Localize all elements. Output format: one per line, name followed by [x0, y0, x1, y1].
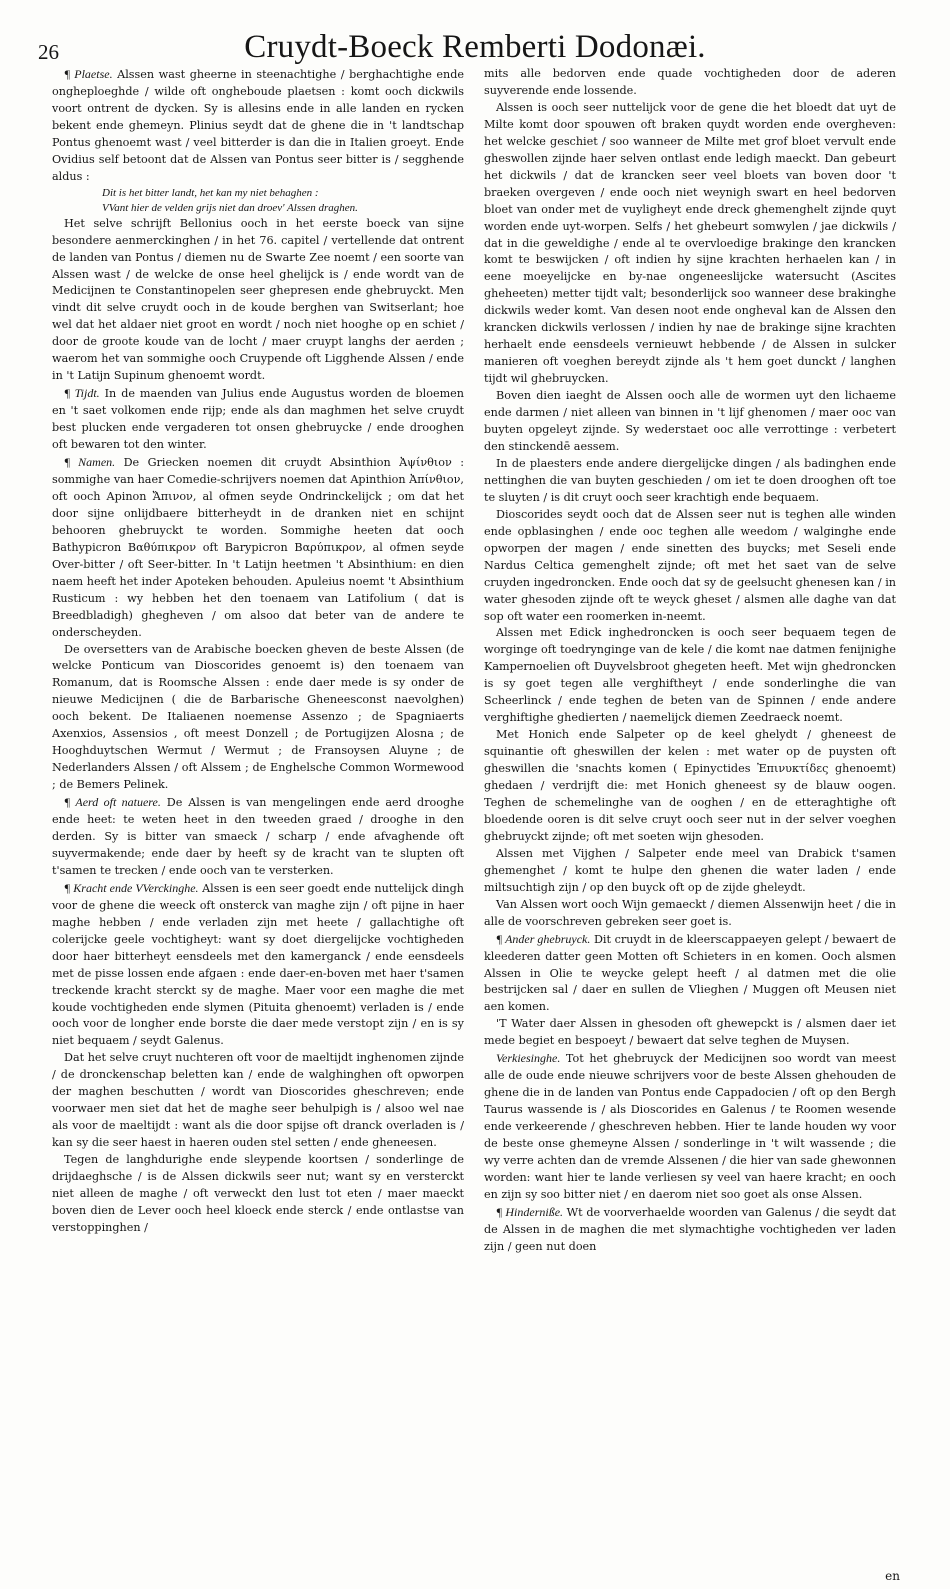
paragraph — [484, 1204, 896, 1256]
paragraph-text: Alssen is ooch seer nuttelijck voor de gene die het bloedt dat uyt de Milte komt door spouwen oft braken quydt worden ende overgheven: het welcke geschiet / soo wanneer de Milte met grof bloet vervult ende gheswollen zijnde haer selven ontlast ende ledigh maeckt. Dan gebeurt het dickwils / dat de krancken seer veel bloets van boven door 't braeken overgeven / ende ooch niet weynigh swart en heel bedorven bloet van onder met de vuyligheyt ende dreck ghemenghelt zijnde quyt worden ende uyt-worpen. Selfs / het ghebeurt somwylen / jae dickwils / dat in die geweldighe / ende al te overvloedige brakinge den krancken komt te beswijcken / oft indien hy sijne krachten herhaelen kan / in eene moeyelijcke en by-nae ongeneeslijcke watersucht (Ascites gheheeten) metter tijdt valt; besonderlijck soo wanneer dese brakinghe dickwils weder komt. Van desen noot ende ongheval kan de Alssen den krancken dickwils verlossen / indien hy nae de brakinge sijne krachten herhaelt ende eensdeels vernieuwt hebbende / de Alssen in sulcker manieren oft voeghen bereydt zijnde als 't hem goet dunckt / langhen tijdt wil ghebruycken. — [484, 100, 896, 386]
paragraph — [484, 846, 896, 897]
paragraph-text: Tegen de langhdurighe ende sleypende koortsen / sonderlinge de drijdaeghsche / is de Alssen dickwils seer nut; want sy en versterckt niet alleen de maghe / oft verweckt den lust tot eten / maer maeckt boven dien de Lever ooch heel kloeck ende sterck / ende ontlastse van verstoppinghen / — [52, 1153, 464, 1234]
section-marker: ¶ Tijdt. — [64, 386, 100, 401]
paragraph-text: Dioscorides seydt ooch dat de Alssen seer nut is teghen alle winden ende opblasinghen / ende ooc teghen alle weedom / walginghe ende opworpen der magen / ende sinetten des buycks; met Seseli ende Nardus Celtica gemenghelt zijnde; oft met het saet van de selve cruyden ingedroncken. Ende ooch dat sy de geelsucht ghenesen kan / in water ghesoden zijnde oft te weyck gheset / alsmen alle daghe van dat sop oft water een roomerken in-neemt. — [484, 507, 896, 623]
paragraph-text: 'T Water daer Alssen in ghesoden oft ghewepckt is / alsmen daer iet mede begiet en bespoeyt / bewaert dat selve teghen de Muysen. — [484, 1017, 896, 1048]
left-text-column — [52, 66, 464, 1581]
paragraph-text: mits alle bedorven ende quade vochtigheden door de aderen suyverende ende lossende. — [484, 67, 896, 97]
paragraph-text: Boven dien iaeght de Alssen ooch alle de wormen uyt den lichaeme ende darmen / niet alleen van binnen in 't lijf ghenomen / maer ooc van buyten opgeleyt zijnde. Sy wederstaet ooc alle verrottinge : verbetert den stinckendē aessem. — [484, 389, 896, 453]
section-marker: ¶ Ander ghebruyck. — [496, 931, 591, 946]
paragraph — [52, 642, 464, 795]
running-title: Cruydt-Boeck Remberti Dodonæi. — [244, 29, 706, 65]
paragraph — [484, 897, 896, 931]
paragraph — [52, 454, 464, 641]
paragraph-text: Alssen met Edick inghedroncken is ooch seer bequaem tegen de worginge oft toedrynginge van de kele / die komt nae datmen fenijnighe Kampernoelien oft Duyvelsbroot ghegeten heeft. Met wijn ghedroncken is sy goet tegen alle verghiftheyt / ende sonderlinghe die van Scheerlinck / ende teghen de beten van de Spinnen / ende andere verghiftighe ghedierten / naemelijck diemen Zeedraeck noemt. — [484, 626, 896, 725]
paragraph-text: De oversetters van de Arabische boecken gheven de beste Alssen (de welcke Ponticum van Dioscorides genoemt is) den toenaem van Romanum, dat is Roomsche Alssen : ende daer mede is sy onder de nieuwe Medicijnen ( die de Barbarische Gheneesconst naevolghen) ooch bekent. De Italiaenen noemense Assenzo ; de Spagniaerts Axenxios, Assensios , oft meest Donzell ; de Portugijzen Alosna ; de Hooghduytschen Wermut / Wermut ; de Fransoysen Aluyne ; de Nederlanders Alssen / oft Alssem ; de Enghelsche Common Wormewood ; de Bemers Pelinek. — [52, 642, 464, 792]
section-marker: ¶ Plaetse. — [64, 67, 113, 81]
catchword: en — [885, 1569, 900, 1583]
paragraph-text: De Alssen is van mengelingen ende aerd drooghe ende heet: te weten heet in den tweeden graed / drooghe in den derden. Sy is bitter van smaeck / scharp / ende afvaghende oft suyvermakende; ende daer by heeft sy de kracht van te slupten oft t'samen te trecken / ende ooch van te versterken. — [52, 796, 464, 877]
paragraph — [52, 385, 464, 454]
paragraph-text: In de maenden van Julius ende Augustus worden de bloemen en 't saet volkomen ende rijp; ende als dan maghmen het selve cruydt best plucken ende vergaderen tot onsen ghebruycke / ende drooghen oft bewaren tot den winter. — [52, 387, 464, 452]
paragraph — [52, 66, 464, 186]
paragraph — [484, 1016, 896, 1050]
paragraph — [484, 456, 896, 507]
paragraph — [484, 931, 896, 1017]
section-marker: ¶ Kracht ende VVerckinghe. — [64, 880, 199, 895]
paragraph-text: Met Honich ende Salpeter op de keel ghelydt / gheneest de squinantie oft gheswillen der kelen : met water op de puysten oft gheswillen die 'snachts komen ( Epinyctides Ἐπινυκτίδες ghenoemt) ghedaen / verdrijft die: met Honich gheneest sy de blauw oogen. Teghen de schemelinghe van de ooghen / en de etteraghtighe oft bloedende ooren is dit selve cruyt ooch seer nut in der selver voeghen ghebruyckt zijnde; oft met soeten wijn ghesoden. — [484, 728, 896, 843]
paragraph-text: Alssen met Vijghen / Salpeter ende meel van Drabick t'samen ghemenghet / komt te hulpe den ghenen die water laden / ende miltsuchtigh zijn / op den buyck oft op de zijde gheleydt. — [484, 846, 896, 894]
paragraph — [484, 66, 896, 100]
paragraph-text: Alssen is een seer goedt ende nuttelijck dingh voor de ghene die weeck oft onsterck van maghe zijn / oft pijne in haer maghe hebben / ende verladen zijn met heete / gallachtighe oft colerijcke geele vochtigheyt: want sy doet diergelijcke vochtigheden door haer bitterheyt eensdeels met den kamerganck / ende eensdeels met de pisse lossen ende afgaen : ende daer-en-boven met haer t'samen treckende kracht sterckt sy de maghe. Maer voor een maghe die met koude vochtigheden ende slymen (Pituita ghenoemt) verladen is / ende ooch voor de longher ende borste die daer mede verstopt zijn / en is sy niet bequaem / seydt Galenus. — [52, 881, 464, 1048]
paragraph-text: Het selve schrijft Bellonius ooch in het eerste boeck van sijne besondere aenmerckinghen / in het 76. capitel / vertellende dat ontrent de landen van Pontus / diemen nu de Swarte Zee noemt / een soorte van Alssen wast / de welcke de onse heel ghelijck is / ende wordt van de Medicijnen te Constantinopelen seer ghepresen ende ghebruyckt. Men vindt dit selve cruydt ooch in de koude berghen van Switserlant; hoe wel dat het aldaer niet groot en wordt / noch niet hooghe op en schiet / door de groote koude van de locht / maer cruypt langhs der aerden ; waerom het van sommighe ooch Cruypende oft Ligghende Alssen / ende in 't Latijn Supinum ghenoemt wordt. — [52, 216, 464, 383]
page-header — [0, 12, 950, 64]
paragraph — [52, 880, 464, 1051]
paragraph-text: Tot het ghebruyck der Medicijnen soo wordt van meest alle de oude ende nieuwe schrijvers voor de beste Alssen ghehouden de ghene die in de landen van Pontus ende Cappadocien / oft op den Bergh Taurus wassende is / als Dioscorides en Galenus / te Roomen wesende ende verkeerende / gheschreven hebben. Hier te lande houden wy voor de beste onse ghemeyne Alssen / sonderlinge in 't wilt wassende ; die wy verre achten dan de vremde Alssenen / die hier van sade ghewonnen worden: want hier te lande verliesen sy veel van haere kracht; en ooch en zijn sy soo bitter niet / en daerom niet soo goet als onse Alssen. — [484, 1052, 896, 1201]
paragraph-text: In de plaesters ende andere diergelijcke dingen / als badinghen ende nettinghen die van buyten geschieden / om iet te doen drooghen oft toe te sluyten / is dit cruyt ooch seer krachtigh ende bequaem. — [484, 456, 896, 504]
section-marker: Verkiesinghe. — [496, 1051, 561, 1066]
paragraph — [484, 727, 896, 846]
verse-line: Dit is het bitter landt, het kan my niet behaghen : — [102, 186, 319, 199]
paragraph — [52, 216, 464, 386]
paragraph — [484, 625, 896, 727]
paragraph-text: De Griecken noemen dit cruydt Absinthion Ἀψίνθιον : sommighe van haer Comedie-schrijvers noemen dat Apinthion Ἀπίνθιον, oft ooch Apinon Ἄπινον, al ofmen seyde Ondrinckelijck ; om dat het door sijne onlijdbaere bitterheydt in de dranken niet en schijnt behooren ghebruyckt te worden. Sommighe heeten dat ooch Bathypicron Βαθύπικρον oft Barypicron Βαρύπικρον, al ofmen seyde Over-bitter / oft Seer-bitter. In 't Latijn heetmen 't Absinthium: en dien naem heeft het inder Apoteken behouden. Apuleius noemt 't Absinthium Rusticum : wy hebben het den toenaem van Latifolium ( dat is Breedbladigh) ghegheven / om alsoo dat beter van de andere te onderscheyden. — [52, 456, 464, 639]
paragraph-text: Van Alssen wort ooch Wijn gemaeckt / diemen Alssenwijn heet / die in alle de voorschreven gebreken seer goet is. — [484, 897, 896, 928]
section-marker: ¶ Hinderniße. — [496, 1204, 564, 1219]
paragraph — [52, 1152, 464, 1237]
paragraph — [52, 794, 464, 880]
paragraph — [484, 507, 896, 626]
paragraph-text: Wt de voorverhaelde woorden van Galenus / die seydt dat de Alssen in de maghen die met slymachtighe vochtigheden ver laden zijn / geen nut doen — [484, 1205, 896, 1253]
page-number: 26 — [38, 40, 59, 64]
verse-line: VVant hier de velden grijs niet dan droev' Alssen draghen. — [102, 201, 358, 214]
paragraph-text: Dat het selve cruyt nuchteren oft voor de maeltijdt inghenomen zijnde / de dronckenschap beletten kan / ende de walghinghen oft opworpen der maghen beschutten / wordt van Dioscorides gheschreven; ende voorwaer men siet dat het de maghe seer behulpigh is / alsoo wel nae als voor de maeltijdt : want als die door spijse oft dranck overladen is / kan sy die seer haest in haeren ouden stel setten / ende gheneesen. — [52, 1051, 464, 1150]
paragraph — [484, 1050, 896, 1204]
section-marker: ¶ Namen. — [64, 455, 116, 470]
paragraph-text: Dit cruydt in de kleerscappaeyen gelept / bewaert de kleederen datter geen Motten oft Schieters in en komen. Ooch alsmen Alssen in Olie te weycke gelept heeft / al datmen met die olie bestrijcken sal / daer en sullen de Vlieghen / Muggen oft Meusen niet aen komen. — [484, 932, 896, 1014]
paragraph — [52, 1050, 464, 1152]
section-marker: ¶ Aerd oft natuere. — [64, 795, 161, 810]
paragraph-text: Alssen wast gheerne in steenachtighe / berghachtighe ende ongheploeghde / wilde oft ongheboude plaetsen : komt ooch dickwils voort ontrent de dycken. Sy is allesins ende in alle landen en rycken bekent ende ghemeyn. Plinius seydt dat de ghene die in 't landtschap Pontus ghenoemt wast / veel bitterder is dan die in Italien groeyt. Ende Ovidius self betoont dat de Alssen van Pontus seer bitter is / segghende aldus : — [52, 68, 464, 183]
right-text-column — [484, 66, 896, 1581]
paragraph — [484, 388, 896, 456]
paragraph — [484, 100, 896, 388]
